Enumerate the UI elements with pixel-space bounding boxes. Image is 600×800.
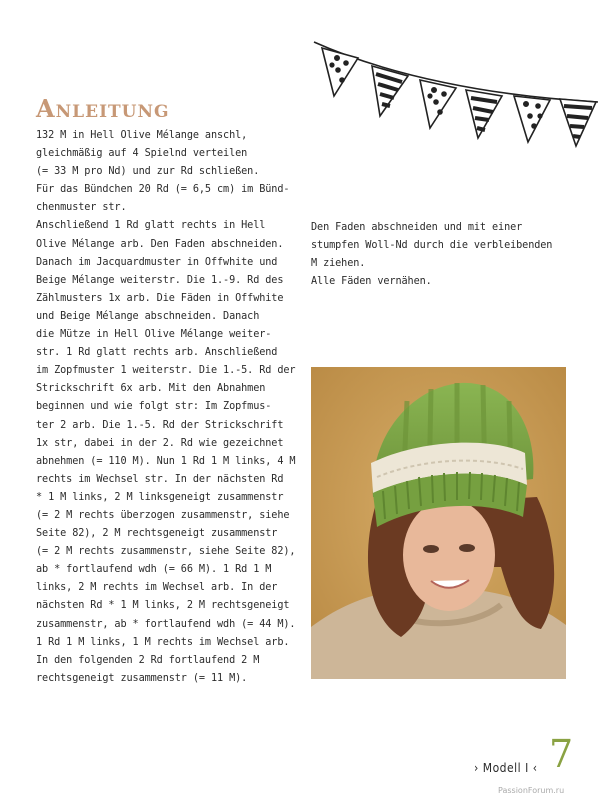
watermark: PassionForum.ru xyxy=(498,786,565,795)
hat-photo xyxy=(311,367,566,679)
bunting-flag xyxy=(560,99,596,146)
bunting-flag xyxy=(420,80,456,128)
instructions-left-column: 132 M in Hell Olive Mélange anschl, gleichmäßig auf 4 Spielnd verteilen (= 33 M pro Nd) und zur Rd schließen. Für das Bündchen 20 Rd (= 6,5 cm) im Bünd- chenmuster str. Anschließend 1 Rd glatt rechts in Hell Olive Mélange arb. Den Faden abschneiden. Danach im Jacquardmuster in Offwhite und Beige Mélange weiterstr. Die 1.-9. Rd des Zählmusters 1x arb. Die Fäden in Offwhite und Beige Mélange abschneiden. Danach die Mütze in Hell Olive Mélange weiter- str. 1 Rd glatt rechts arb. Anschließend im Zopfmuster 1 weiterstr. Die 1.-5. Rd der Strickschrift 6x arb. Mit den Abnahmen beginnen und wie folgt str: Im Zopfmus- ter 2 arb. Die 1.-5. Rd der Strickschrift 1x str, dabei in der 2. Rd wie gezeichnet abnehmen (= 110 M). Nun 1 Rd 1 M links, 4 M rechts im Wechsel str. In der nächsten Rd * 1 M links, 2 M linksgeneigt zusammenstr (= 2 M rechts überzogen zusammenstr, siehe Seite 82), 2 M rechtsgeneigt zusammenstr (= 2 M rechts zusammenstr, siehe Seite 82), ab * fortlaufend wdh (= 66 M). 1 Rd 1 M links, 2 M rechts im Wechsel arb. In der nächsten Rd * 1 M links, 2 M rechtsgeneigt zusammenstr, ab * fortlaufend wdh (= 44 M). 1 Rd 1 M links, 1 M rechts im Wechsel arb. In den folgenden 2 Rd fortlaufend 2 M rechtsgeneigt zusammenstr (= 11 M). xyxy=(36,130,296,684)
page-title: Anleitung xyxy=(36,94,170,123)
bunting-flag xyxy=(466,90,502,138)
section-label: › Modell I ‹ xyxy=(474,761,538,775)
page-number: 7 xyxy=(549,732,574,776)
instructions-right-column: Den Faden abschneiden und mit einer stumpfen Woll-Nd durch die verbleibenden M ziehen. Alle Fäden vernähen. xyxy=(311,222,553,288)
bunting-flag xyxy=(514,96,550,142)
bunting-flag xyxy=(322,48,358,96)
bunting-illustration xyxy=(310,36,600,156)
